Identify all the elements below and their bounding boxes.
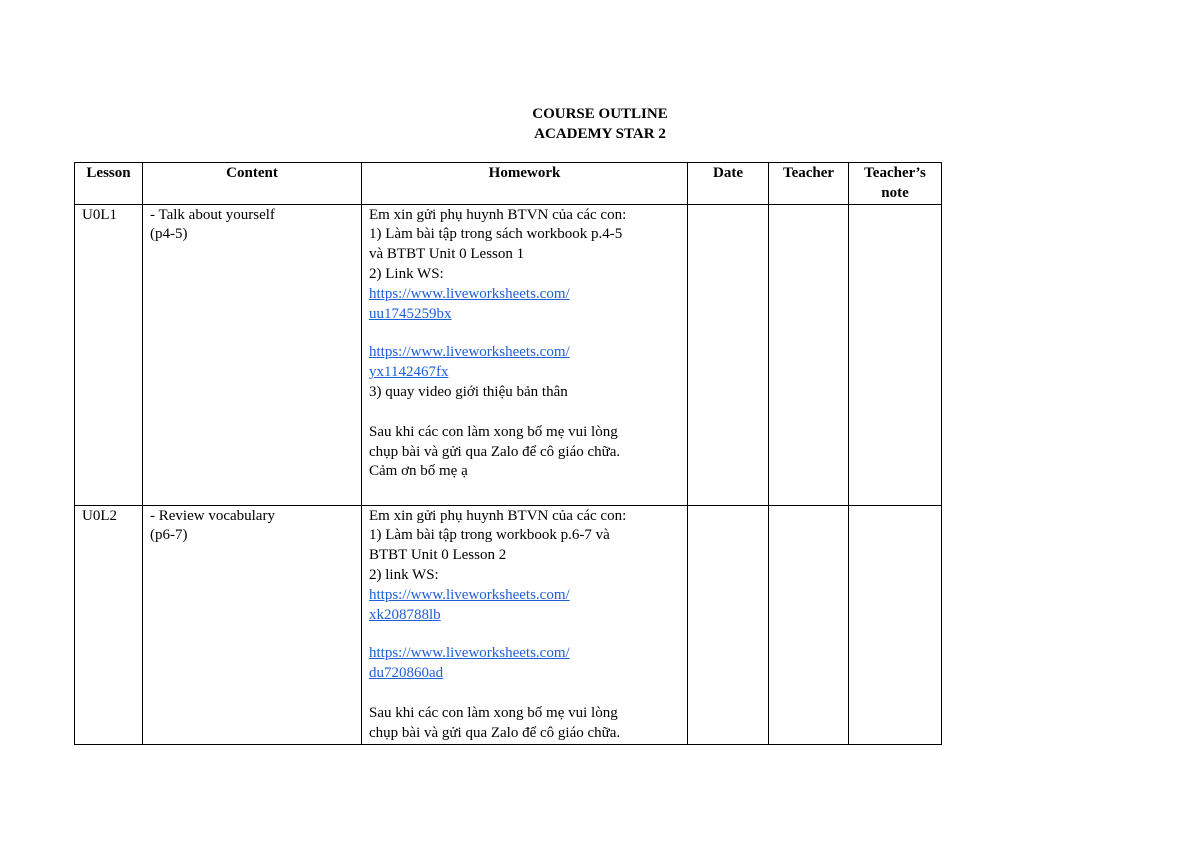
worksheet-link-1-line1[interactable]: https://www.liveworksheets.com/ (369, 285, 570, 302)
content-pages: (p6-7) (150, 527, 188, 544)
homework-cell (362, 505, 688, 744)
worksheet-link-2-line1[interactable]: https://www.liveworksheets.com/ (369, 344, 570, 361)
worksheet-link-1-line1[interactable]: https://www.liveworksheets.com/ (369, 586, 570, 603)
header-lesson: Lesson (75, 163, 143, 205)
document-title (0, 104, 1200, 144)
content-topic: - Review vocabulary (150, 507, 275, 524)
homework-item-3: 3) quay video giới thiệu bản thân (369, 383, 568, 400)
date-cell (688, 204, 769, 505)
worksheet-link-1[interactable] (369, 586, 680, 626)
worksheet-link-2[interactable] (369, 343, 680, 383)
header-teacher: Teacher (769, 163, 849, 205)
teacher-note-cell (849, 204, 942, 505)
homework-thanks: Cảm ơn bố mẹ ạ (369, 463, 468, 480)
content-cell (143, 204, 362, 505)
date-cell (688, 505, 769, 744)
header-homework: Homework (362, 163, 688, 205)
homework-intro: Em xin gửi phụ huynh BTVN của các con: (369, 206, 627, 223)
title-course-outline: COURSE OUTLINE (532, 106, 668, 122)
header-content: Content (143, 163, 362, 205)
worksheet-link-2-line1[interactable]: https://www.liveworksheets.com/ (369, 645, 570, 662)
lesson-cell: U0L1 (75, 204, 143, 505)
worksheet-link-2-line2[interactable]: du720860ad (369, 665, 444, 682)
teacher-cell (769, 204, 849, 505)
homework-cell (362, 204, 688, 505)
table-header-row (75, 163, 942, 205)
spacer (369, 324, 680, 343)
header-note-line2: note (881, 184, 909, 201)
header-date: Date (688, 163, 769, 205)
worksheet-link-1-line2[interactable]: uu1745259bx (369, 305, 452, 322)
lesson-cell: U0L2 (75, 505, 143, 744)
homework-item-2: 2) Link WS: (369, 265, 444, 282)
spacer (369, 684, 680, 704)
homework-closing: Sau khi các con làm xong bố mẹ vui lòng (369, 423, 618, 440)
content-pages: (p4-5) (150, 226, 188, 243)
teacher-note-cell (849, 505, 942, 744)
table-row (75, 204, 942, 505)
worksheet-link-1-line2[interactable]: xk208788lb (369, 606, 441, 623)
worksheet-link-2-line2[interactable]: yx1142467fx (369, 364, 449, 381)
homework-item-2: 2) link WS: (369, 566, 439, 583)
homework-intro: Em xin gửi phụ huynh BTVN của các con: (369, 507, 627, 524)
teacher-cell (769, 505, 849, 744)
spacer (369, 625, 680, 644)
content-topic: - Talk about yourself (150, 206, 275, 223)
homework-closing-cont: chụp bài và gửi qua Zalo để cô giáo chữa. (369, 443, 621, 460)
homework-item-1: 1) Làm bài tập trong sách workbook p.4-5 (369, 226, 623, 243)
homework-closing: Sau khi các con làm xong bố mẹ vui lòng (369, 704, 618, 721)
course-outline-table (74, 162, 942, 745)
header-teachers-note (849, 163, 942, 205)
homework-item-1-cont: BTBT Unit 0 Lesson 2 (369, 547, 507, 564)
spacer (369, 403, 680, 423)
table-row (75, 505, 942, 744)
content-cell (143, 505, 362, 744)
worksheet-link-1[interactable] (369, 285, 680, 325)
homework-item-1-cont: và BTBT Unit 0 Lesson 1 (369, 246, 525, 263)
worksheet-link-2[interactable] (369, 644, 680, 684)
homework-item-1: 1) Làm bài tập trong workbook p.6-7 và (369, 527, 610, 544)
homework-closing-cont: chụp bài và gửi qua Zalo để cô giáo chữa. (369, 724, 621, 741)
header-note-line1: Teacher’s (864, 165, 926, 181)
title-academy-star: ACADEMY STAR 2 (534, 126, 666, 142)
